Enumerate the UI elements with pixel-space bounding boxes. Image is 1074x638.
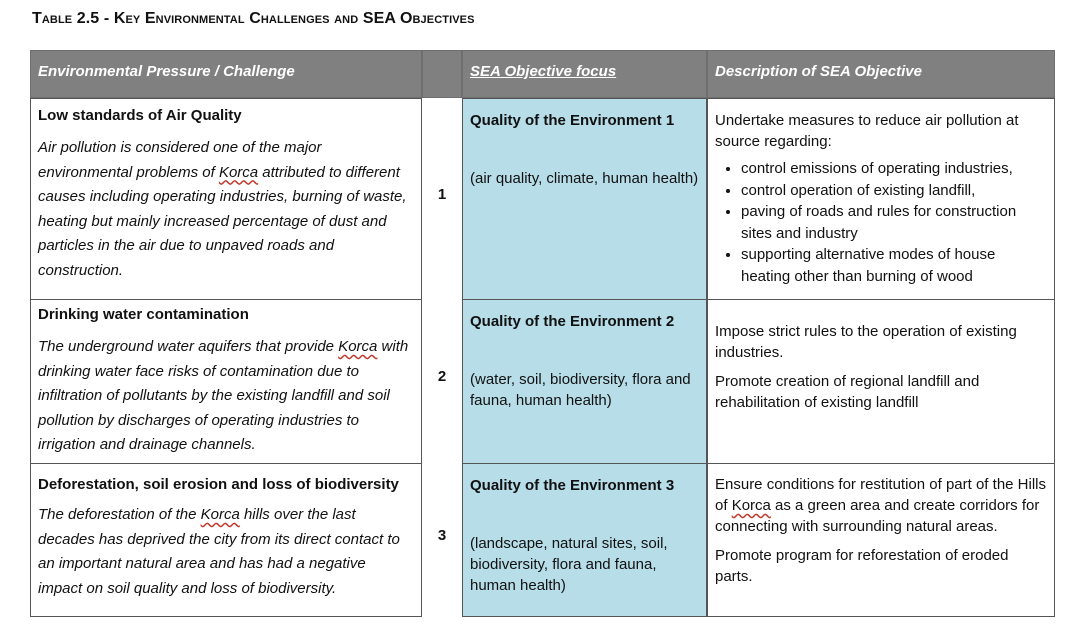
table-caption: Table 2.5 - Key Environmental Challenges and SEA Objectives — [32, 10, 475, 27]
pressure-title: Deforestation, soil erosion and loss of biodiversity — [38, 476, 399, 493]
table-row-description — [707, 299, 1055, 464]
header-number — [422, 50, 462, 98]
row-number: 3 — [437, 527, 447, 544]
objective-title: Quality of the Environment 1 — [470, 112, 675, 129]
row-number: 2 — [437, 368, 447, 385]
table-row-pressure — [30, 299, 422, 464]
table-row-objective — [462, 463, 707, 617]
place-name: Korca — [200, 506, 240, 523]
place-name: Korca — [218, 163, 259, 181]
description-intro: Undertake measures to reduce air pollution at source regarding: — [715, 112, 1019, 150]
objective-subtitle: (water, soil, biodiversity, flora and fauna, human health) — [470, 371, 691, 409]
description-paragraph: Promote program for reforestation of eroded parts. — [715, 547, 1009, 585]
table-row-pressure — [30, 463, 422, 617]
objective-title: Quality of the Environment 3 — [470, 477, 675, 494]
table-row-pressure — [30, 98, 422, 300]
table-row-objective — [462, 98, 707, 300]
header-description-label: Description of SEA Objective — [715, 63, 922, 80]
description-paragraph — [715, 474, 1047, 537]
pressure-text-part: Air pollution is considered one of the major environmental problems of — [38, 139, 322, 181]
header-pressure-label: Environmental Pressure / Challenge — [38, 63, 295, 80]
table-row-description — [707, 98, 1055, 300]
pressure-text-part: hills over the last decades has deprived the city from its direct contact to an important natural area and has had a negative impact on soil quality and loss of biodiversity. — [38, 506, 400, 597]
header-objective — [462, 50, 707, 98]
objective-title: Quality of the Environment 2 — [470, 313, 675, 330]
header-description — [707, 50, 1055, 98]
list-item: • control emissions of operating industries, — [741, 158, 1047, 180]
place-name: Korca — [338, 338, 378, 355]
table-row-objective — [462, 299, 707, 464]
objective-subtitle: (air quality, climate, human health) — [470, 170, 699, 187]
pressure-title: Low standards of Air Quality — [38, 107, 242, 124]
list-item: • control operation of existing landfill, — [741, 180, 1047, 202]
pressure-text-part: The deforestation of the — [38, 506, 201, 523]
place-name: Korca — [731, 497, 771, 514]
description-list — [715, 158, 1047, 287]
pressure-title: Drinking water contamination — [38, 306, 249, 323]
pressure-text-part: with drinking water face risks of contamination due to infiltration of pollutants by the existing landfill and soil pollution by discharges of operating industries to irrigation and drainage channels. — [38, 338, 409, 453]
list-item: • paving of roads and rules for construction sites and industry — [741, 201, 1047, 244]
pressure-text — [38, 136, 414, 283]
description-text-part: Ensure conditions for restitution of part of the Hills of — [715, 476, 1046, 514]
objective-subtitle: (landscape, natural sites, soil, biodiversity, flora and fauna, human health) — [470, 535, 668, 594]
row-number: 1 — [437, 186, 447, 203]
header-pressure — [30, 50, 422, 98]
pressure-text-part: The underground water aquifers that provide — [38, 338, 339, 355]
description-text-part: as a green area and create corridors for connecting with surrounding natural areas. — [715, 497, 1040, 535]
list-item: • supporting alternative modes of house heating other than burning of wood — [741, 244, 1047, 287]
pressure-text — [38, 335, 414, 458]
header-objective-label: SEA Objective focus — [470, 63, 617, 80]
pressure-text-part: attributed to different causes including operating industries, burning of waste, heating but mainly increased percentage of dust and particles in the air due to unpaved roads and construction. — [38, 163, 407, 279]
table-row-description — [707, 463, 1055, 617]
description-paragraph: Promote creation of regional landfill and rehabilitation of existing landfill — [715, 373, 980, 411]
description-paragraph: Impose strict rules to the operation of existing industries. — [715, 323, 1017, 361]
pressure-text — [38, 503, 414, 601]
